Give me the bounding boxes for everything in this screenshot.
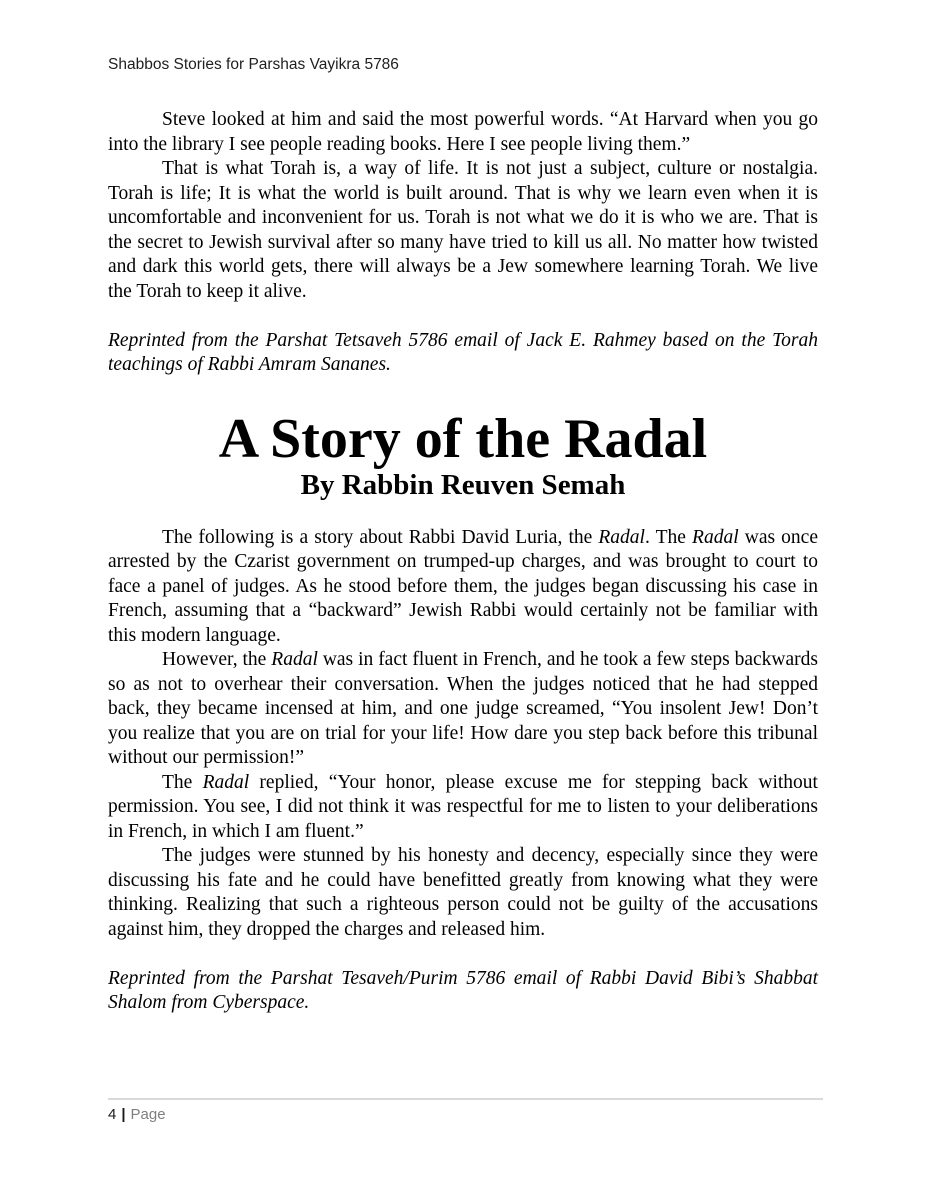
footer-divider — [108, 1098, 823, 1100]
text-run: Radal — [692, 526, 739, 548]
text-run: Radal — [202, 771, 250, 793]
body-paragraph — [108, 771, 818, 845]
document-content — [108, 108, 818, 1040]
text-run: Steve looked at him and said the most powerful words. “At Harvard when you go into the library I see people reading books. Here I see people living them.” — [108, 109, 818, 155]
story-subtitle: By Rabbin Reuven Semah — [300, 468, 626, 501]
text-run: However, the — [162, 649, 272, 670]
body-paragraph — [108, 844, 818, 942]
attribution-paragraph — [108, 329, 818, 378]
text-run: The — [162, 771, 203, 793]
body-paragraph — [108, 648, 818, 771]
text-run: That is what Torah is, a way of life. It is not just a subject, culture or nostalgia. Torah is life; It is what the world is built around. That is why we learn even when it is uncomfortable and inconvenient for us. Torah is not what we do it is who we are. That is the secret to Jewish survival after so many have tried to kill us all. No matter how twisted and dark this world gets, there will always be a Jew somewhere learning Torah. We live the Torah to keep it alive. — [108, 158, 818, 302]
text-run: The following is a story about Rabbi David Luria, the — [162, 526, 599, 548]
text-run: Reprinted from the Parshat Tetsaveh 5786 email of Jack E. Rahmey based on the Torah teachings of Rabbi Amram Sananes. — [108, 329, 818, 375]
text-run: was once arrested by the Czarist government on trumped-up charges, and was brought to court to face a panel of judges. As he stood before them, the judges began discussing his case in French, assuming that a “backward” Jewish Rabbi would certainly not be familiar with this modern language. — [108, 526, 818, 646]
footer-separator: | — [121, 1106, 126, 1123]
text-run: Radal — [271, 649, 318, 670]
text-run: . The — [644, 526, 693, 548]
body-paragraph — [108, 108, 818, 157]
page-number: 4 — [108, 1106, 117, 1123]
text-run: The judges were stunned by his honesty and decency, especially since they were discussing his fate and he could have benefitted greatly from knowing what they were thinking. Realizing that such a righteous person could not be guilty of the accusations against him, they dropped the charges and released him. — [108, 845, 818, 940]
text-run: was in fact fluent in French, and he took a few steps backwards so as not to overhear their conversation. When the judges noticed that he had stepped back, they became incensed at him, and one judge screamed, “You insolent Jew! Don’t you realize that you are on trial for your life! How dare you step back before this tribunal without our permission!” — [108, 649, 819, 768]
text-run: Reprinted from the Parshat Tesaveh/Purim 5786 email of Rabbi David Bibi’s Shabbat Shalom from Cyberspace. — [108, 967, 818, 1013]
text-run: replied, “Your honor, please excuse me for stepping back without permission. You see, I did not think it was respectful for me to listen to your deliberations in French, in which I am fluent.” — [108, 771, 818, 842]
text-run: Radal — [598, 526, 645, 548]
story-title: A Story of the Radal — [218, 407, 708, 470]
footer-page-label: Page — [130, 1106, 166, 1123]
body-paragraph — [108, 157, 818, 304]
header-text: Shabbos Stories for Parshas Vayikra 5786 — [108, 56, 399, 73]
page-header — [108, 56, 823, 74]
body-paragraph — [108, 526, 818, 649]
footer-text — [108, 1106, 823, 1123]
attribution-paragraph — [108, 967, 818, 1016]
page-footer — [108, 1098, 823, 1123]
